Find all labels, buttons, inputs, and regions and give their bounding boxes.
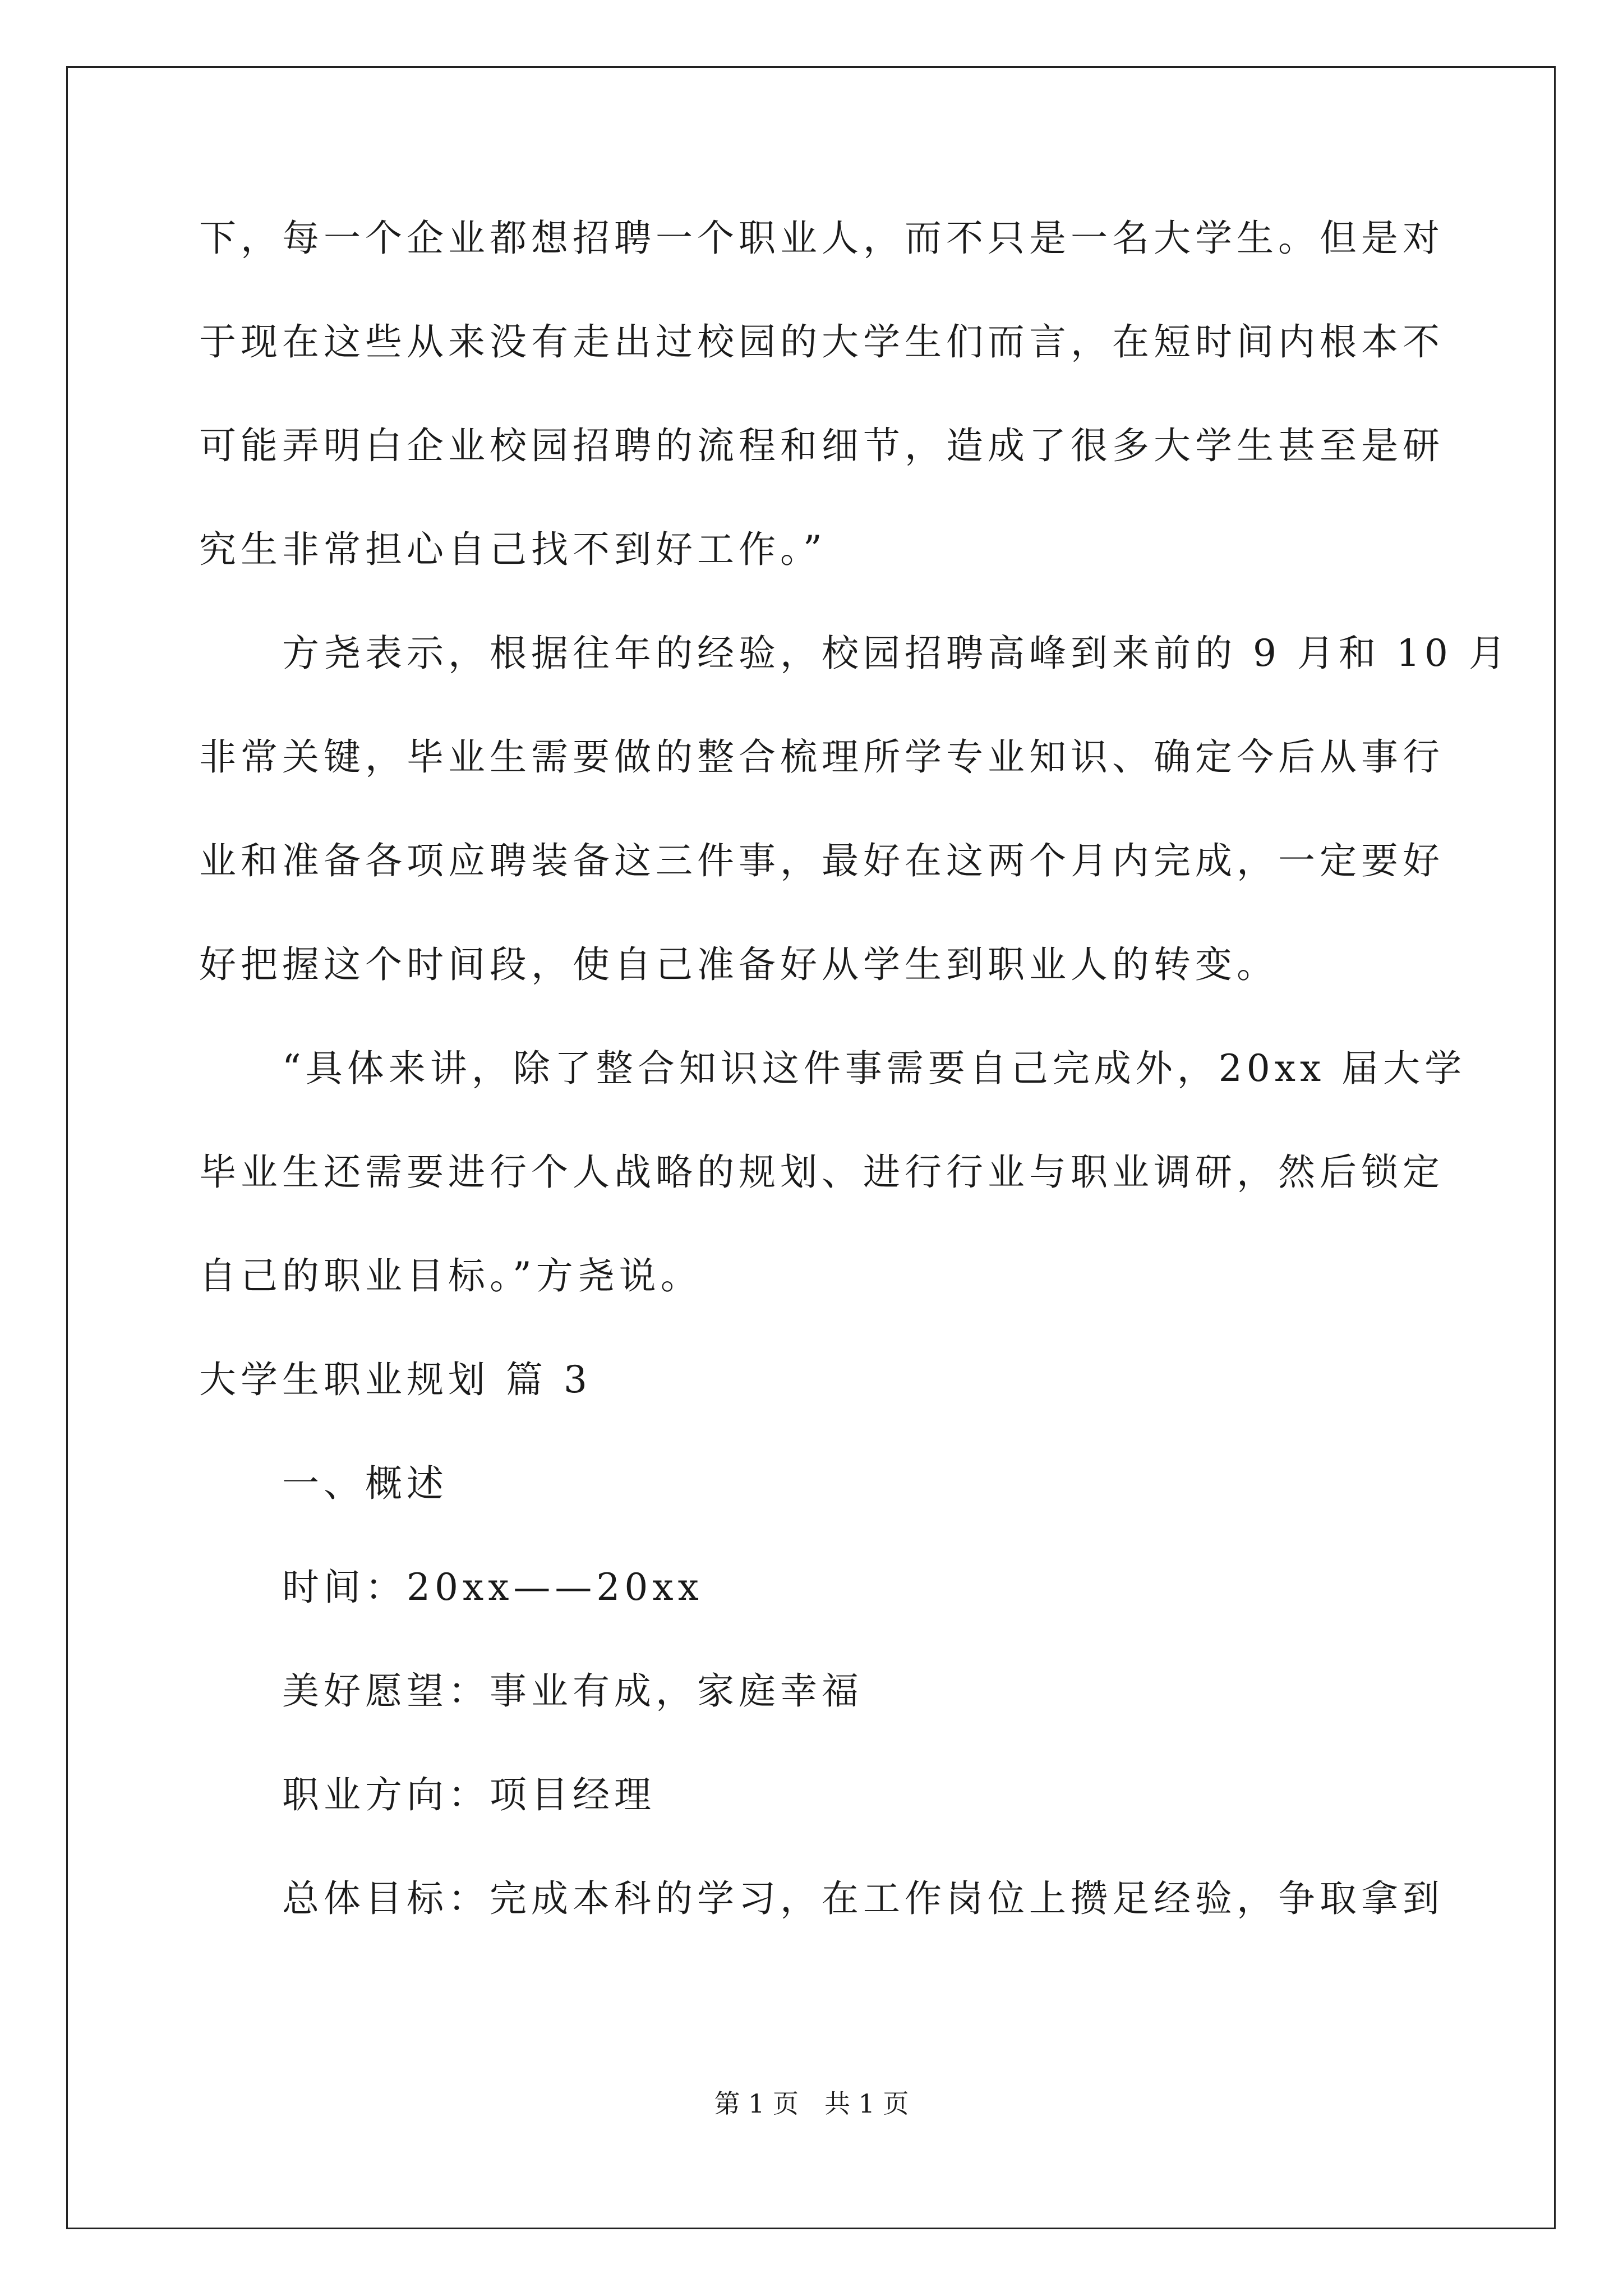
text-line: 业和准备各项应聘装备这三件事，最好在这两个月内完成，一定要好 [199,839,1444,882]
text-line: 一、概述 [282,1462,448,1505]
text-line: 好把握这个时间段，使自己准备好从学生到职业人的转变。 [199,943,1278,986]
text-line: 总体目标：完成本科的学习，在工作岗位上攒足经验，争取拿到 [282,1877,1444,1920]
text-line: 时间：20xx——20xx [282,1566,703,1609]
text-line: 毕业生还需要进行个人战略的规划、进行行业与职业调研，然后锁定 [199,1151,1444,1194]
text-line: 可能弄明白企业校园招聘的流程和细节，造成了很多大学生甚至是研 [199,424,1444,467]
text-line: 于现在这些从来没有走出过校园的大学生们而言，在短时间内根本不 [199,320,1444,364]
text-line: 美好愿望：事业有成，家庭幸福 [282,1669,863,1713]
text-line: 究生非常担心自己找不到好工作。” [199,528,827,571]
text-line: 方尧表示，根据往年的经验，校园招聘高峰到来前的 9 月和 10 月 [282,632,1510,675]
text-line: 下，每一个企业都想招聘一个职业人，而不只是一名大学生。但是对 [199,217,1444,260]
text-line: 职业方向：项目经理 [282,1773,656,1816]
page-footer: 第 1 页 共 1 页 [714,2088,909,2119]
section-heading: 大学生职业规划 篇 3 [199,1358,592,1401]
text-line: “具体来讲，除了整合知识这件事需要自己完成外，20xx 届大学 [282,1047,1467,1090]
document-body [199,213,1510,1924]
text-line: 非常关键，毕业生需要做的整合梳理所学专业知识、确定今后从事行 [199,735,1444,779]
text-line: 自己的职业目标。”方尧说。 [199,1254,702,1297]
